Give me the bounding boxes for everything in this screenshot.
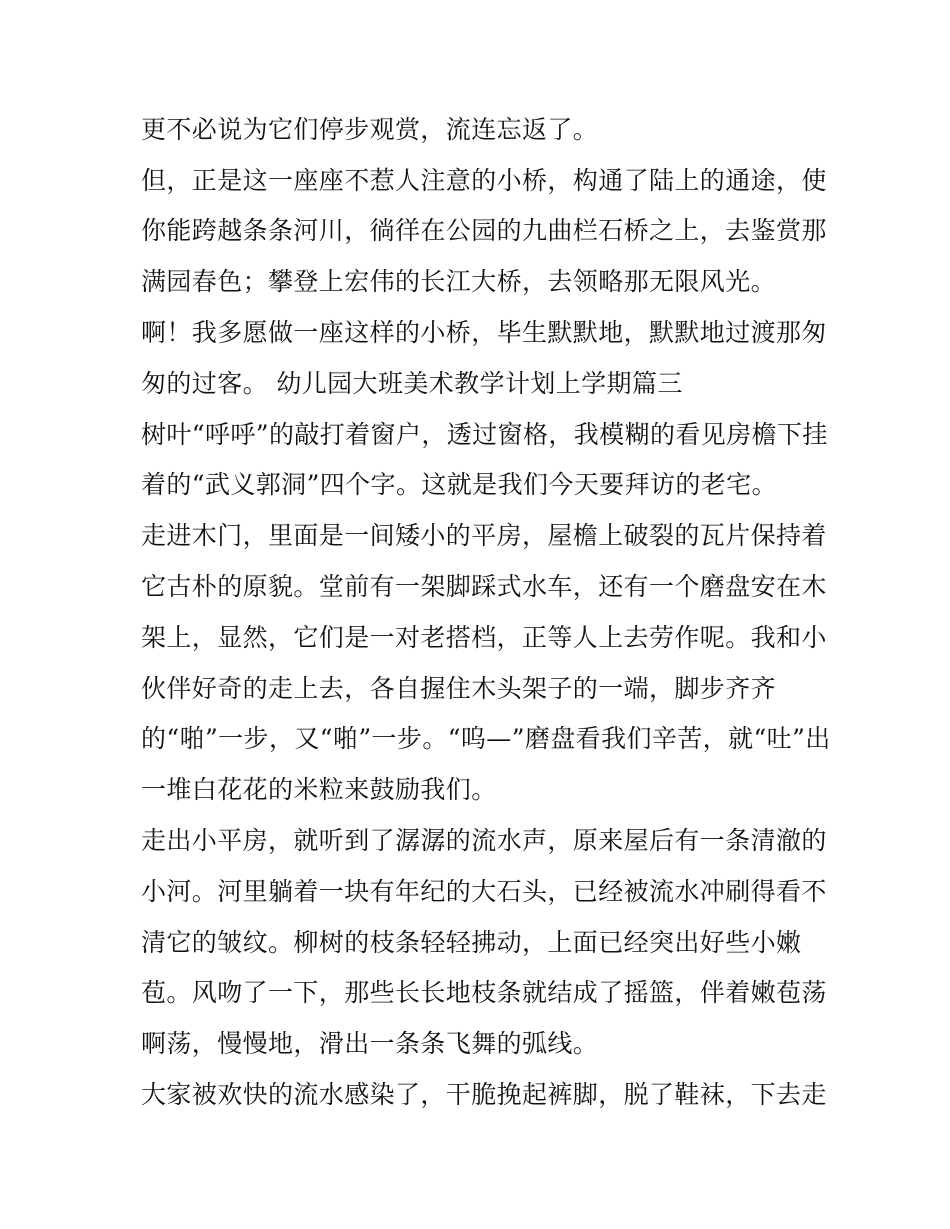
text-line: 一堆白花花的米粒来鼓励我们。 — [141, 775, 497, 804]
text-line: 架上，显然，它们是一对老搭档，正等人上去劳作呢。我和小 — [141, 623, 827, 652]
text-line: 的“啪”一步，又“啪”一步。“呜—”磨盘看我们辛苦，就“吐”出 — [141, 724, 831, 753]
text-line: 清它的皱纹。柳树的枝条轻轻拂动，上面已经突出好些小嫩 — [141, 928, 802, 957]
text-line: 走出小平房，就听到了潺潺的流水声，原来屋后有一条清澈的 — [141, 826, 827, 855]
text-line: 匆的过客。 幼儿园大班美术教学计划上学期篇三 — [141, 369, 683, 398]
text-line: 你能跨越条条河川，徜徉在公园的九曲栏石桥之上，去鉴赏那 — [141, 216, 827, 245]
text-line: 但，正是这一座座不惹人注意的小桥，构通了陆上的通途，使 — [141, 166, 827, 195]
text-line: 树叶“呼呼”的敲打着窗户，透过窗格，我模糊的看见房檐下挂 — [141, 420, 828, 449]
text-line: 大家被欢快的流水感染了，干脆挽起裤脚，脱了鞋袜，下去走 — [141, 1080, 827, 1109]
text-line: 苞。风吻了一下，那些长长地枝条就结成了摇篮，伴着嫩苞荡 — [141, 978, 827, 1007]
text-line: 更不必说为它们停步观赏，流连忘返了。 — [141, 115, 599, 144]
text-line: 小河。河里躺着一块有年纪的大石头，已经被流水冲刷得看不 — [141, 877, 827, 906]
text-line: 它古朴的原貌。堂前有一架脚踩式水车，还有一个磨盘安在木 — [141, 572, 827, 601]
text-line: 着的“武义郭洞”四个字。这就是我们今天要拜访的老宅。 — [141, 470, 777, 499]
text-line: 啊！我多愿做一座这样的小桥，毕生默默地，默默地过渡那匆 — [141, 318, 827, 347]
text-line: 满园春色；攀登上宏伟的长江大桥，去领略那无限风光。 — [141, 267, 777, 296]
text-line: 走进木门，里面是一间矮小的平房，屋檐上破裂的瓦片保持着 — [141, 521, 827, 550]
text-line: 啊荡，慢慢地，滑出一条条飞舞的弧线。 — [141, 1029, 599, 1058]
text-line: 伙伴好奇的走上去，各自握住木头架子的一端，脚步齐齐 — [141, 674, 777, 703]
